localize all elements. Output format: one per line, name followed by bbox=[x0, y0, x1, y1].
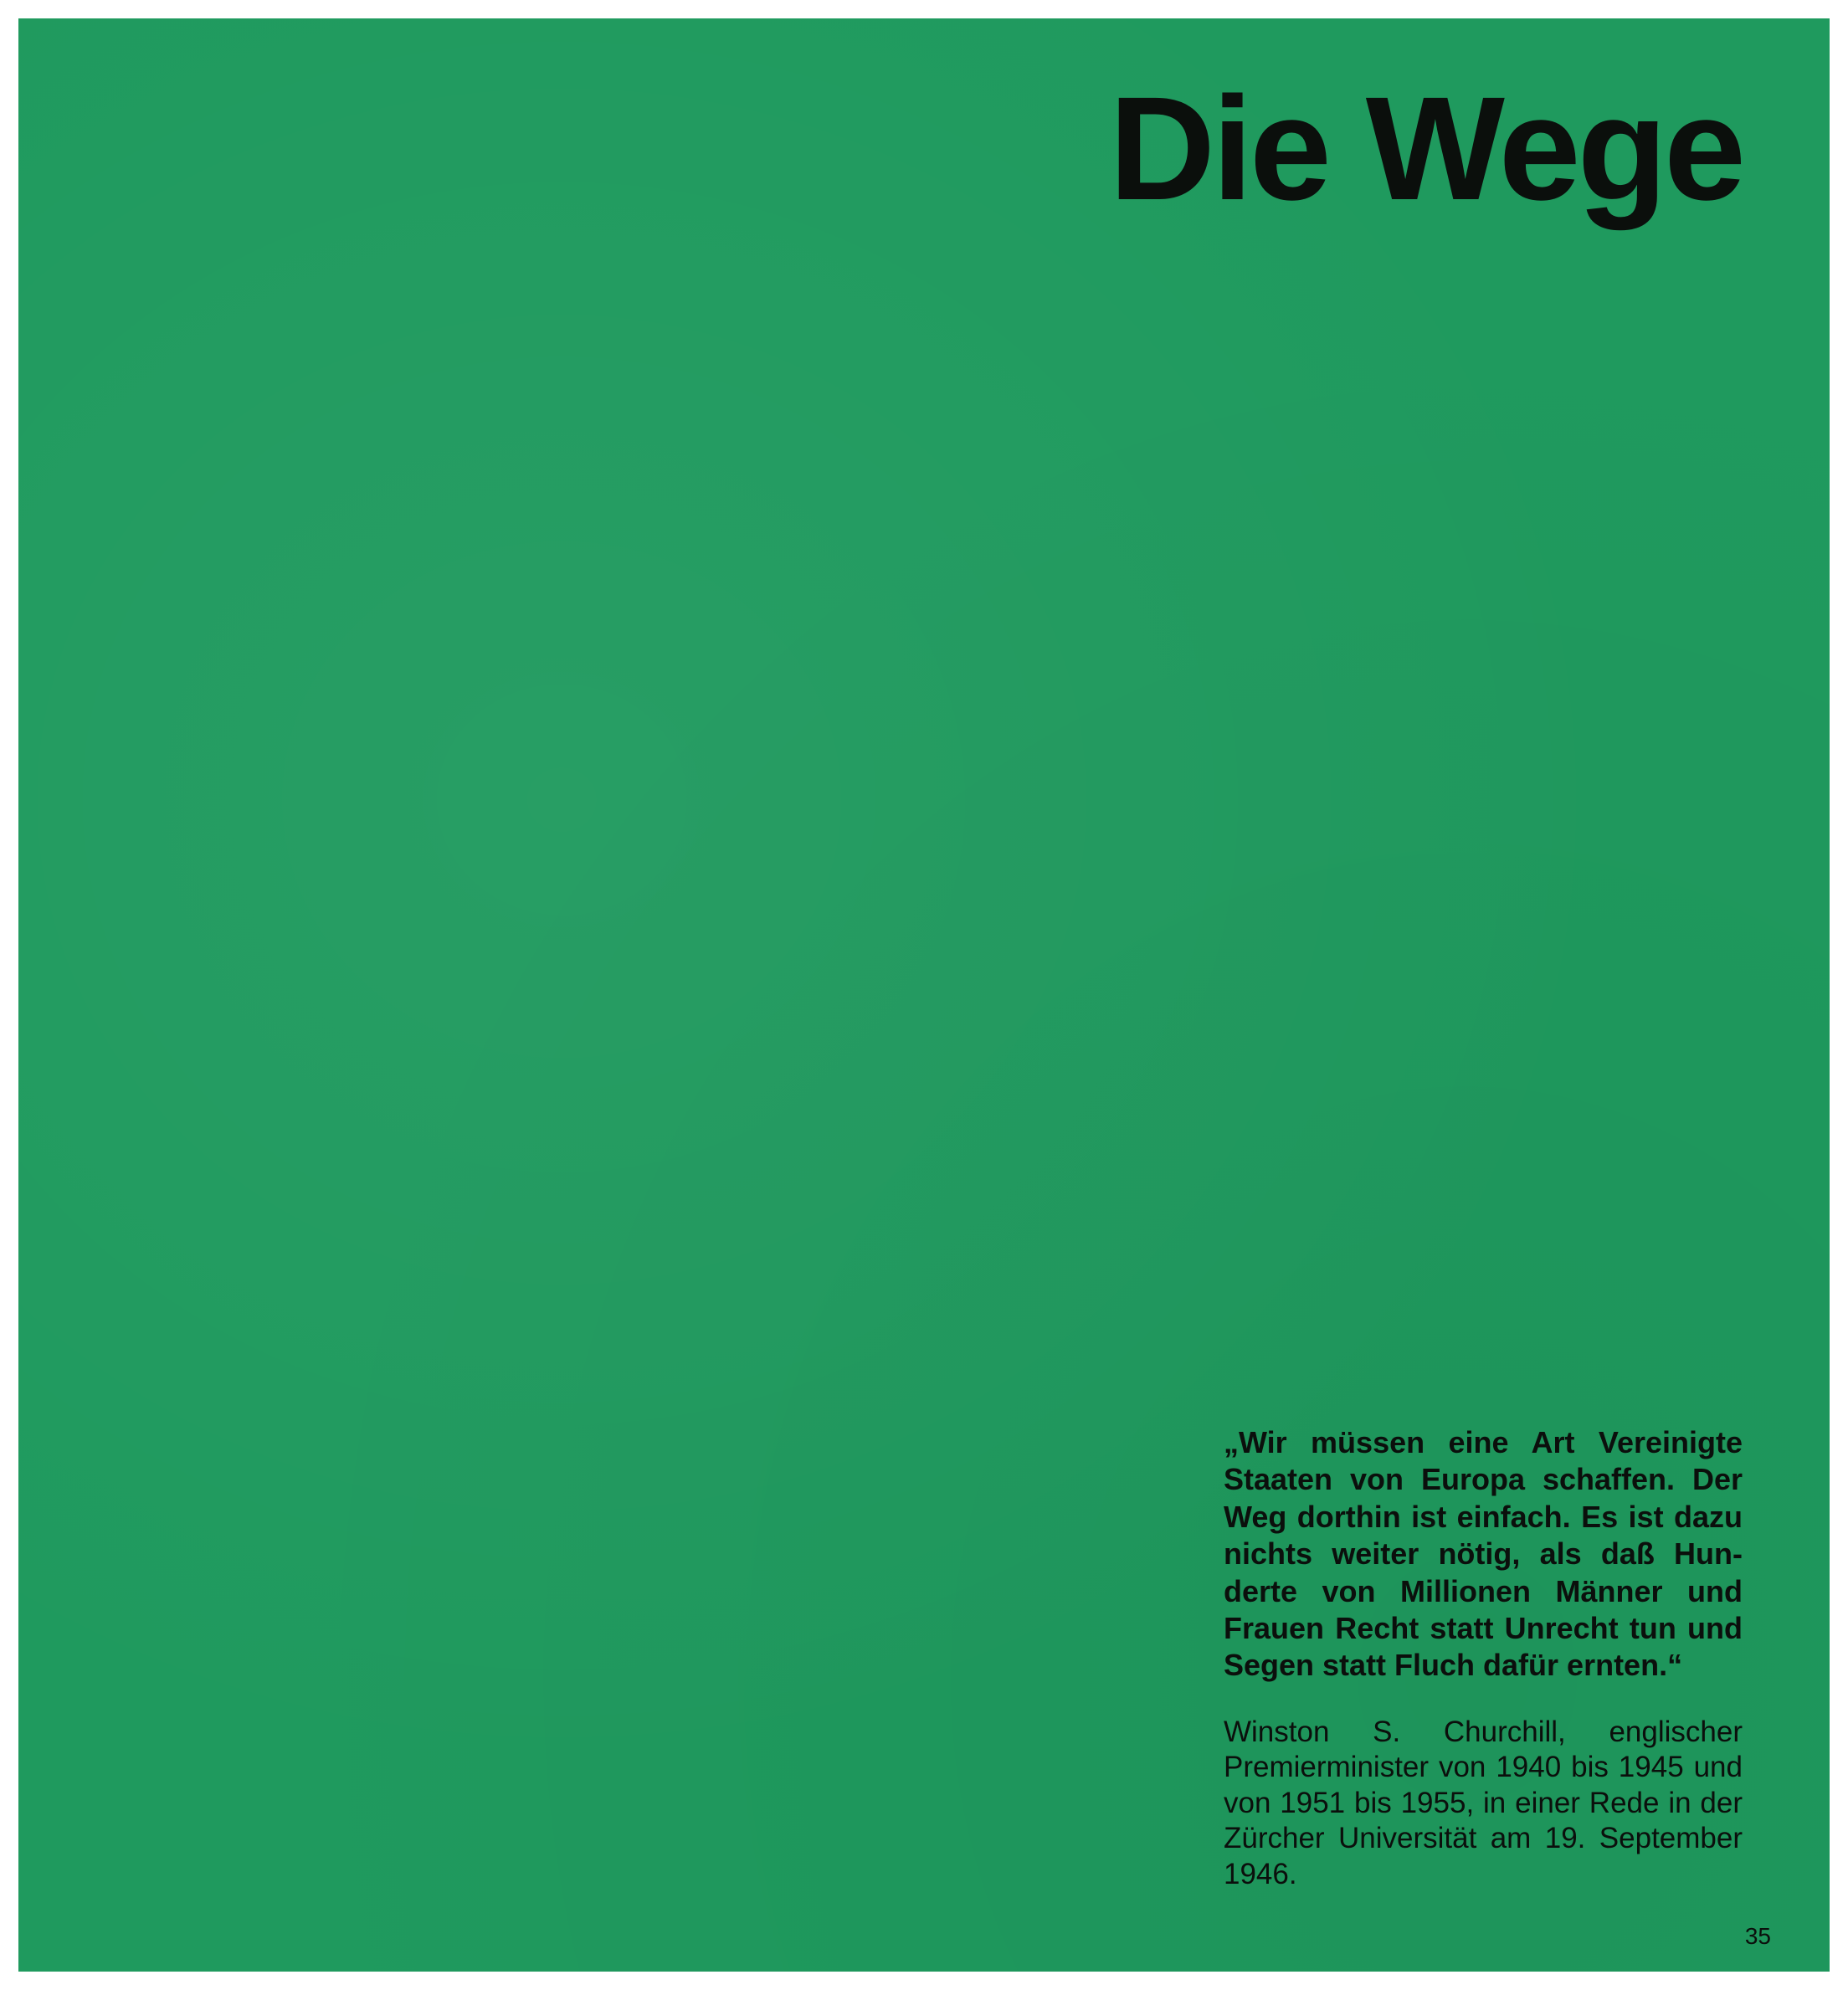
churchill-quote: „Wir müssen eine Art Vereinigte Staaten von Europa schaffen. Der Weg dorthin ist einfach. Es ist dazu nichts weiter nötig, als daß Hunderte von Millionen Männer und Frauen Recht statt Unrecht tun und Segen statt Fluch dafür ernten.“ bbox=[1224, 1425, 1743, 1683]
page-number: 35 bbox=[1744, 1923, 1771, 1949]
page bbox=[18, 18, 1830, 1972]
quote-attribution: Winston S. Churchill, englischer Premierminister von 1940 bis 1945 und von 1951 bis 1955, in einer Rede in der Zürcher Universität am 19. September 1946. bbox=[1224, 1715, 1743, 1890]
quote-block bbox=[1224, 1424, 1743, 1892]
page-title: Die Wege bbox=[1109, 67, 1743, 231]
